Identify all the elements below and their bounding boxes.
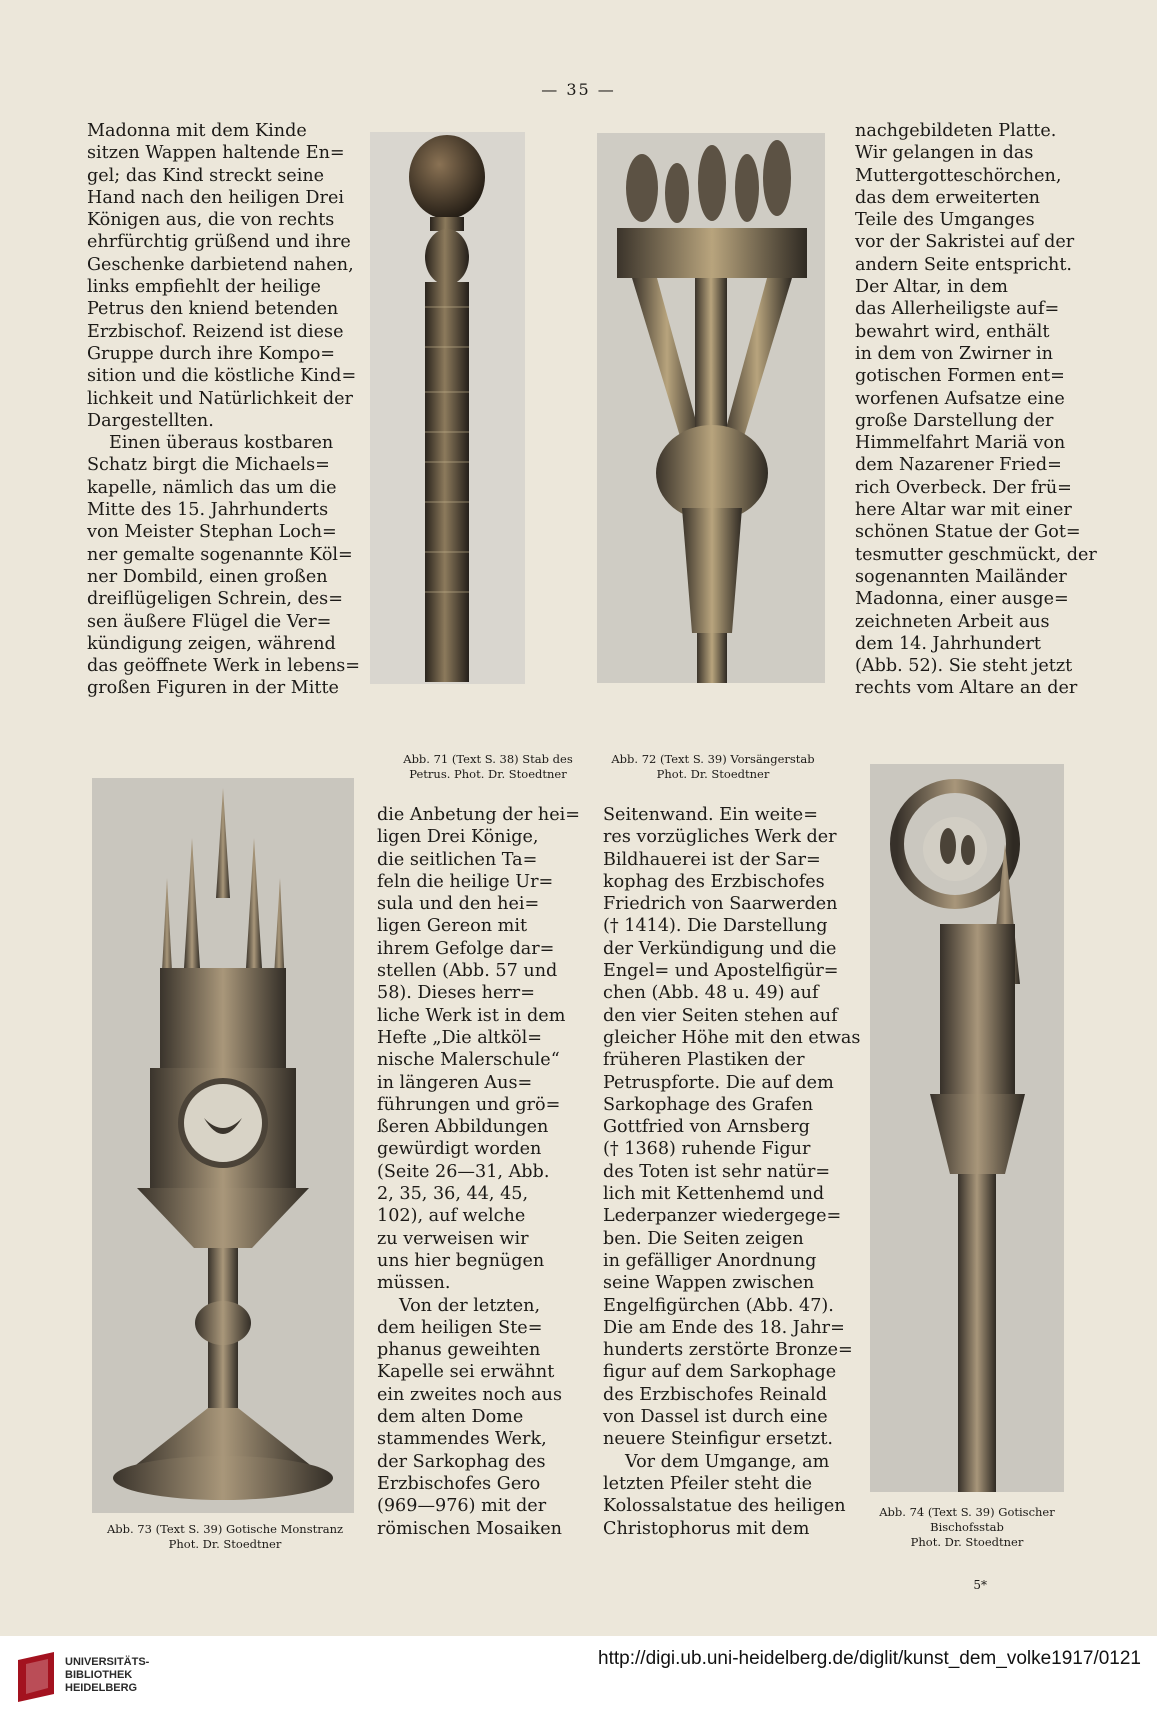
library-name bbox=[65, 1656, 149, 1695]
caption-fig73 bbox=[80, 1522, 370, 1552]
text-line: Hand nach den heiligen Drei bbox=[87, 187, 344, 208]
caption-fig72-line2: Phot. Dr. Stoedtner bbox=[656, 767, 770, 781]
text-line: Muttergotteschörchen, bbox=[855, 165, 1062, 186]
text-line: schönen Statue der Got= bbox=[855, 522, 1081, 543]
text-line: († 1368) ruhende Figur bbox=[603, 1139, 811, 1160]
source-url-link[interactable]: http://digi.ub.uni-heidelberg.de/diglit/kunst_dem_volke1917/0121 bbox=[598, 1648, 1141, 1669]
text-line: 102), auf welche bbox=[377, 1206, 526, 1227]
text-line: in längeren Aus= bbox=[377, 1072, 533, 1093]
text-line: dem heiligen Ste= bbox=[377, 1317, 543, 1338]
caption-fig72-line1: Abb. 72 (Text S. 39) Vorsängerstab bbox=[611, 752, 815, 766]
text-line: große Darstellung der bbox=[855, 410, 1054, 431]
text-line: zu verweisen wir bbox=[377, 1228, 529, 1249]
text-line: Geschenke darbietend nahen, bbox=[87, 254, 354, 275]
text-line: lichkeit und Natürlichkeit der bbox=[87, 388, 353, 409]
caption-fig73-line1: Abb. 73 (Text S. 39) Gotische Monstranz bbox=[106, 1522, 344, 1536]
text-line: rich Overbeck. Der frü= bbox=[855, 477, 1072, 498]
text-line: 2, 35, 36, 44, 45, bbox=[377, 1184, 529, 1205]
monstrance-image bbox=[92, 778, 354, 1513]
text-line: Gottfried von Arnsberg bbox=[603, 1117, 810, 1138]
text-line: müssen. bbox=[377, 1273, 451, 1294]
text-line: des Toten ist sehr natür= bbox=[603, 1161, 831, 1182]
text-line: nische Malerschule“ bbox=[377, 1050, 560, 1071]
text-line: stellen (Abb. 57 und bbox=[377, 961, 558, 982]
text-line: dem Nazarener Fried= bbox=[855, 455, 1062, 476]
text-line: 58). Dieses herr= bbox=[377, 983, 535, 1004]
text-line: tesmutter geschmückt, der bbox=[855, 544, 1097, 565]
text-line: res vorzügliches Werk der bbox=[603, 827, 837, 848]
text-column-top-left bbox=[87, 120, 361, 700]
text-line: bewahrt wird, enthält bbox=[855, 321, 1050, 342]
text-line: den vier Seiten stehen auf bbox=[603, 1005, 838, 1026]
text-line: lich mit Kettenhemd und bbox=[603, 1184, 825, 1205]
text-line: Von der letzten, bbox=[399, 1295, 541, 1316]
text-line: die Anbetung der hei= bbox=[377, 805, 580, 825]
text-line: Dargestellten. bbox=[87, 410, 214, 431]
text-line: zeichneten Arbeit aus bbox=[855, 611, 1050, 632]
text-line: führungen und grö= bbox=[377, 1094, 561, 1115]
text-line: ben. Die Seiten zeigen bbox=[603, 1228, 804, 1249]
text-line: uns hier begnügen bbox=[377, 1250, 545, 1271]
figure-74-gothic-crosier bbox=[870, 764, 1064, 1492]
library-name-line3: HEIDELBERG bbox=[65, 1682, 138, 1694]
figure-71-staff-of-petrus bbox=[370, 132, 525, 684]
text-line: links empfiehlt der heilige bbox=[87, 277, 321, 298]
text-line: Engel= und Apostelfigür= bbox=[603, 961, 839, 982]
text-line: ner Dombild, einen großen bbox=[87, 566, 328, 587]
text-line: von Meister Stephan Loch= bbox=[87, 522, 337, 543]
text-line: ein zweites noch aus bbox=[377, 1384, 562, 1405]
text-line: ßeren Abbildungen bbox=[377, 1117, 549, 1138]
library-name-line1: UNIVERSITÄTS- bbox=[65, 1656, 150, 1668]
staff-image bbox=[370, 132, 525, 684]
text-line: chen (Abb. 48 u. 49) auf bbox=[603, 983, 819, 1004]
text-line: ligen Drei Könige, bbox=[377, 827, 539, 848]
text-line: sition und die köstliche Kind= bbox=[87, 366, 357, 387]
text-line: Seitenwand. Ein weite= bbox=[603, 805, 818, 825]
text-line: figur auf dem Sarkophage bbox=[603, 1362, 837, 1383]
text-line: Petruspforte. Die auf dem bbox=[603, 1072, 834, 1093]
text-line: Königen aus, die von rechts bbox=[87, 210, 335, 231]
text-line: seine Wappen zwischen bbox=[603, 1273, 815, 1294]
sheet-signature: 5* bbox=[973, 1578, 987, 1592]
text-line: der Sarkophag des bbox=[377, 1451, 546, 1472]
text-line: ligen Gereon mit bbox=[377, 916, 528, 937]
text-line: kophag des Erzbischofes bbox=[603, 871, 825, 892]
text-line: von Dassel ist durch eine bbox=[603, 1407, 828, 1428]
text-line: sogenannten Mailänder bbox=[855, 566, 1067, 587]
text-line: kündigung zeigen, während bbox=[87, 633, 336, 654]
text-line: Christophorus mit dem bbox=[603, 1518, 810, 1539]
text-column-top-right bbox=[855, 120, 1097, 700]
text-line: Madonna, einer ausge= bbox=[855, 589, 1069, 610]
text-column-bottom-middle bbox=[377, 804, 580, 1540]
text-line: Erzbischof. Reizend ist diese bbox=[87, 321, 344, 342]
text-line: großen Figuren in der Mitte bbox=[87, 678, 339, 699]
text-line: das geöffnete Werk in lebens= bbox=[87, 656, 361, 677]
text-line: gewürdigt worden bbox=[377, 1139, 542, 1160]
text-line: vor der Sakristei auf der bbox=[855, 232, 1075, 253]
caption-fig74-line1: Abb. 74 (Text S. 39) Gotischer bbox=[879, 1505, 1055, 1519]
text-line: (Seite 26—31, Abb. bbox=[377, 1161, 550, 1182]
caption-fig74 bbox=[862, 1505, 1072, 1550]
text-line: Friedrich von Saarwerden bbox=[603, 894, 838, 915]
text-line: Gruppe durch ihre Kompo= bbox=[87, 343, 336, 364]
text-line: neuere Steinfigur ersetzt. bbox=[603, 1429, 833, 1450]
text-line: here Altar war mit einer bbox=[855, 500, 1072, 521]
caption-fig71-line1: Abb. 71 (Text S. 38) Stab des bbox=[403, 752, 573, 766]
precentor-staff-image bbox=[597, 133, 825, 683]
text-line: gotischen Formen ent= bbox=[855, 366, 1065, 387]
figure-72-precentor-staff bbox=[597, 133, 825, 683]
page-number: — 35 — bbox=[541, 80, 616, 99]
text-line: (Abb. 52). Sie steht jetzt bbox=[855, 656, 1073, 677]
text-line: Bildhauerei ist der Sar= bbox=[603, 849, 821, 870]
text-line: Erzbischofes Gero bbox=[377, 1473, 541, 1494]
text-line: ner gemalte sogenannte Köl= bbox=[87, 544, 353, 565]
text-line: phanus geweihten bbox=[377, 1340, 541, 1361]
text-line: ehrfürchtig grüßend und ihre bbox=[87, 232, 351, 253]
text-line: die seitlichen Ta= bbox=[377, 849, 538, 870]
text-line: andern Seite entspricht. bbox=[855, 254, 1072, 275]
text-line: dem 14. Jahrhundert bbox=[855, 633, 1041, 654]
text-line: Einen überaus kostbaren bbox=[109, 433, 334, 454]
text-line: Hefte „Die altköl= bbox=[377, 1027, 543, 1048]
text-line: des Erzbischofes Reinald bbox=[603, 1384, 828, 1405]
text-line: dreiflügeligen Schrein, des= bbox=[87, 589, 343, 610]
text-line: römischen Mosaiken bbox=[377, 1518, 563, 1539]
text-line: ihrem Gefolge dar= bbox=[377, 938, 555, 959]
text-line: Sarkophage des Grafen bbox=[603, 1094, 814, 1115]
text-line: nachgebildeten Platte. bbox=[855, 121, 1057, 141]
caption-fig71-line2: Petrus. Phot. Dr. Stoedtner bbox=[409, 767, 567, 781]
text-line: rechts vom Altare an der bbox=[855, 678, 1078, 699]
text-line: sitzen Wappen haltende En= bbox=[87, 143, 345, 164]
text-line: gleicher Höhe mit den etwas bbox=[603, 1027, 861, 1048]
text-line: Der Altar, in dem bbox=[855, 277, 1008, 298]
caption-fig74-line2: Bischofsstab bbox=[930, 1520, 1004, 1534]
crosier-image bbox=[870, 764, 1064, 1492]
text-line: sen äußere Flügel die Ver= bbox=[87, 611, 332, 632]
caption-fig73-line2: Phot. Dr. Stoedtner bbox=[168, 1537, 282, 1551]
university-library-logo-icon bbox=[14, 1650, 58, 1708]
text-line: stammendes Werk, bbox=[377, 1429, 547, 1450]
text-line: Petrus den kniend betenden bbox=[87, 299, 339, 320]
text-line: in dem von Zwirner in bbox=[855, 343, 1053, 364]
text-line: in gefälliger Anordnung bbox=[603, 1250, 817, 1271]
text-line: das dem erweiterten bbox=[855, 187, 1040, 208]
text-line: sula und den hei= bbox=[377, 894, 540, 915]
text-line: früheren Plastiken der bbox=[603, 1050, 805, 1071]
text-column-bottom-right bbox=[603, 804, 861, 1540]
text-line: Kolossalstatue des heiligen bbox=[603, 1496, 846, 1517]
text-line: Vor dem Umgange, am bbox=[625, 1451, 830, 1472]
caption-fig71 bbox=[368, 752, 608, 782]
text-line: Teile des Umganges bbox=[855, 210, 1035, 231]
text-line: Die am Ende des 18. Jahr= bbox=[603, 1317, 845, 1338]
text-line: der Verkündigung und die bbox=[603, 938, 837, 959]
text-line: Lederpanzer wiedergege= bbox=[603, 1206, 842, 1227]
text-line: feln die heilige Ur= bbox=[377, 871, 554, 892]
text-line: Wir gelangen in das bbox=[855, 143, 1034, 164]
figure-73-gothic-monstrance bbox=[92, 778, 354, 1513]
text-line: (969—976) mit der bbox=[377, 1496, 547, 1517]
text-line: Mitte des 15. Jahrhunderts bbox=[87, 500, 329, 521]
text-line: Himmelfahrt Mariä von bbox=[855, 433, 1066, 454]
text-line: das Allerheiligste auf= bbox=[855, 299, 1060, 320]
text-line: Engelfigürchen (Abb. 47). bbox=[603, 1295, 834, 1316]
library-name-line2: BIBLIOTHEK bbox=[65, 1669, 133, 1681]
text-line: liche Werk ist in dem bbox=[377, 1005, 566, 1026]
text-line: hunderts zerstörte Bronze= bbox=[603, 1340, 853, 1361]
text-line: kapelle, nämlich das um die bbox=[87, 477, 337, 498]
text-line: Kapelle sei erwähnt bbox=[377, 1362, 555, 1383]
text-line: worfenen Aufsatze eine bbox=[855, 388, 1065, 409]
footer-bar bbox=[0, 1636, 1157, 1720]
text-line: gel; das Kind streckt seine bbox=[87, 165, 325, 186]
text-line: dem alten Dome bbox=[377, 1407, 524, 1428]
text-line: letzten Pfeiler steht die bbox=[603, 1473, 813, 1494]
text-line: († 1414). Die Darstellung bbox=[603, 916, 828, 937]
caption-fig72 bbox=[598, 752, 828, 782]
text-line: Madonna mit dem Kinde bbox=[87, 121, 307, 141]
caption-fig74-line3: Phot. Dr. Stoedtner bbox=[910, 1535, 1024, 1549]
text-line: Schatz birgt die Michaels= bbox=[87, 455, 330, 476]
